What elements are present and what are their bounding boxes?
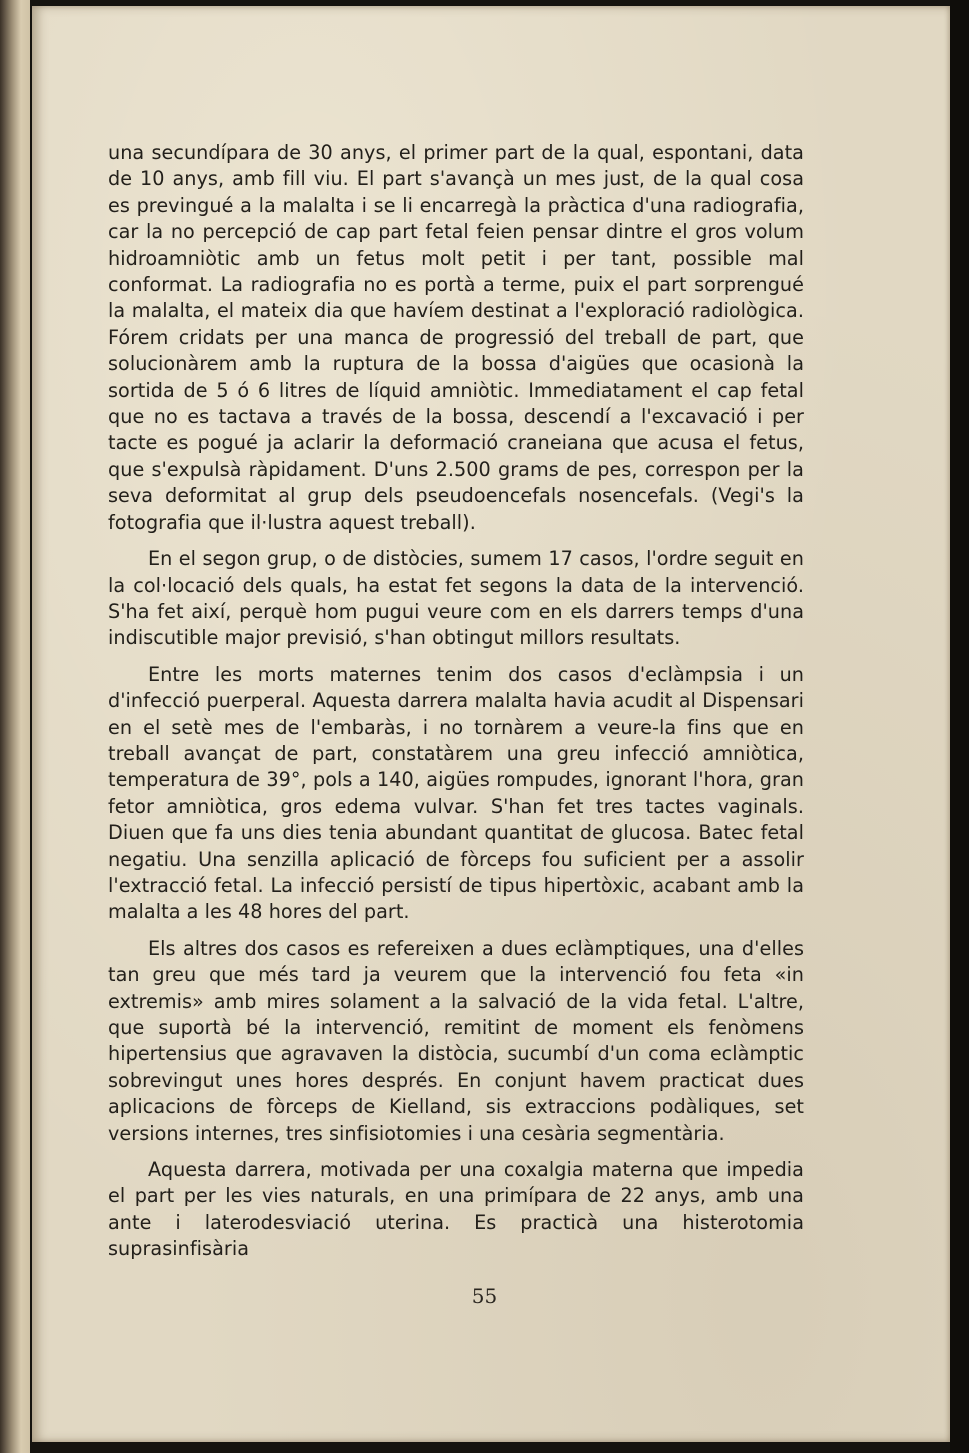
page-number: 55 xyxy=(471,1284,498,1308)
paragraph: Entre les morts maternes tenim dos casos d'eclàmpsia i un d'infecció puerperal. Aquesta darrera malalta havia acudit al Dispensari en el setè mes de l'embaràs, i no tornàrem a veure-la fins que en treball avançat de part, constatàrem una greu infecció amniòtica, temperatura de 39°, pols a 140, aigües rompudes, ignorant l'hora, gran fetor amniòtica, gros edema vulvar. S'han fet tres tactes vaginals. Diuen que fa uns dies tenia abundant quantitat de glucosa. Batec fetal negatiu. Una senzilla aplicació de fòrceps fou suficient per a assolir l'extracció fetal. La infecció persistí de tipus hipertòxic, acabant amb la malalta a les 48 hores del part. xyxy=(108,662,804,924)
paragraph: una secundípara de 30 anys, el primer part de la qual, espontani, data de 10 anys, amb fill viu. El part s'avançà un mes just, de la qual cosa es previngué a la malalta i se li encarregà la pràctica d'una radiografia, car la no percepció de cap part fetal feien pensar dintre el gros volum hidroamniòtic amb un fetus molt petit i per tant, possible mal conformat. La radiografia no es portà a terme, puix el part sorprengué la malalta, el mateix dia que havíem destinat a l'exploració radiològica. Fórem cridats per una manca de progressió del treball de part, que solucionàrem amb la ruptura de la bossa d'aigües que ocasionà la sortida de 5 ó 6 litres de líquid amniòtic. Immediatament el cap fetal que no es tactava a través de la bossa, descendí a l'excavació i per tacte es pogué ja aclarir la deformació craneiana que acusa el fetus, que s'expulsà ràpidament. D'uns 2.500 grams de pes, correspon per la seva deformitat al grup dels pseudoencefals nosencefals. (Vegi's la fotografia que il·lustra aquest treball). xyxy=(108,141,804,534)
page-body-text xyxy=(108,140,804,1273)
paragraph: Aquesta darrera, motivada per una coxalgia materna que impedia el part per les vies naturals, en una primípara de 22 anys, amb una ante i laterodesviació uterina. Es practicà una histerotomia suprasinfisària xyxy=(108,1158,804,1261)
paragraph: En el segon grup, o de distòcies, sumem 17 casos, l'ordre seguit en la col·locació dels quals, ha estat fet segons la data de la intervenció. S'ha fet així, perquè hom pugui veure com en els darrers temps d'una indiscutible major previsió, s'han obtingut millors resultats. xyxy=(108,547,804,650)
previous-page-edge xyxy=(0,0,30,1453)
scan-right-border xyxy=(950,0,969,1453)
paragraph: Els altres dos casos es refereixen a dues eclàmptiques, una d'elles tan greu que més tard ja veurem que la intervenció fou feta «in extremis» amb mires solament a la salvació de la vida fetal. L'altre, que suportà bé la intervenció, remitint de moment els fenòmens hipertensius que agravaven la distòcia, sucumbí d'un coma eclàmptic sobrevingut unes hores després. En conjunt havem practicat dues aplicacions de fòrceps de Kielland, sis extraccions podàliques, set versions internes, tres sinfisiotomies i una cesària segmentària. xyxy=(108,936,804,1145)
